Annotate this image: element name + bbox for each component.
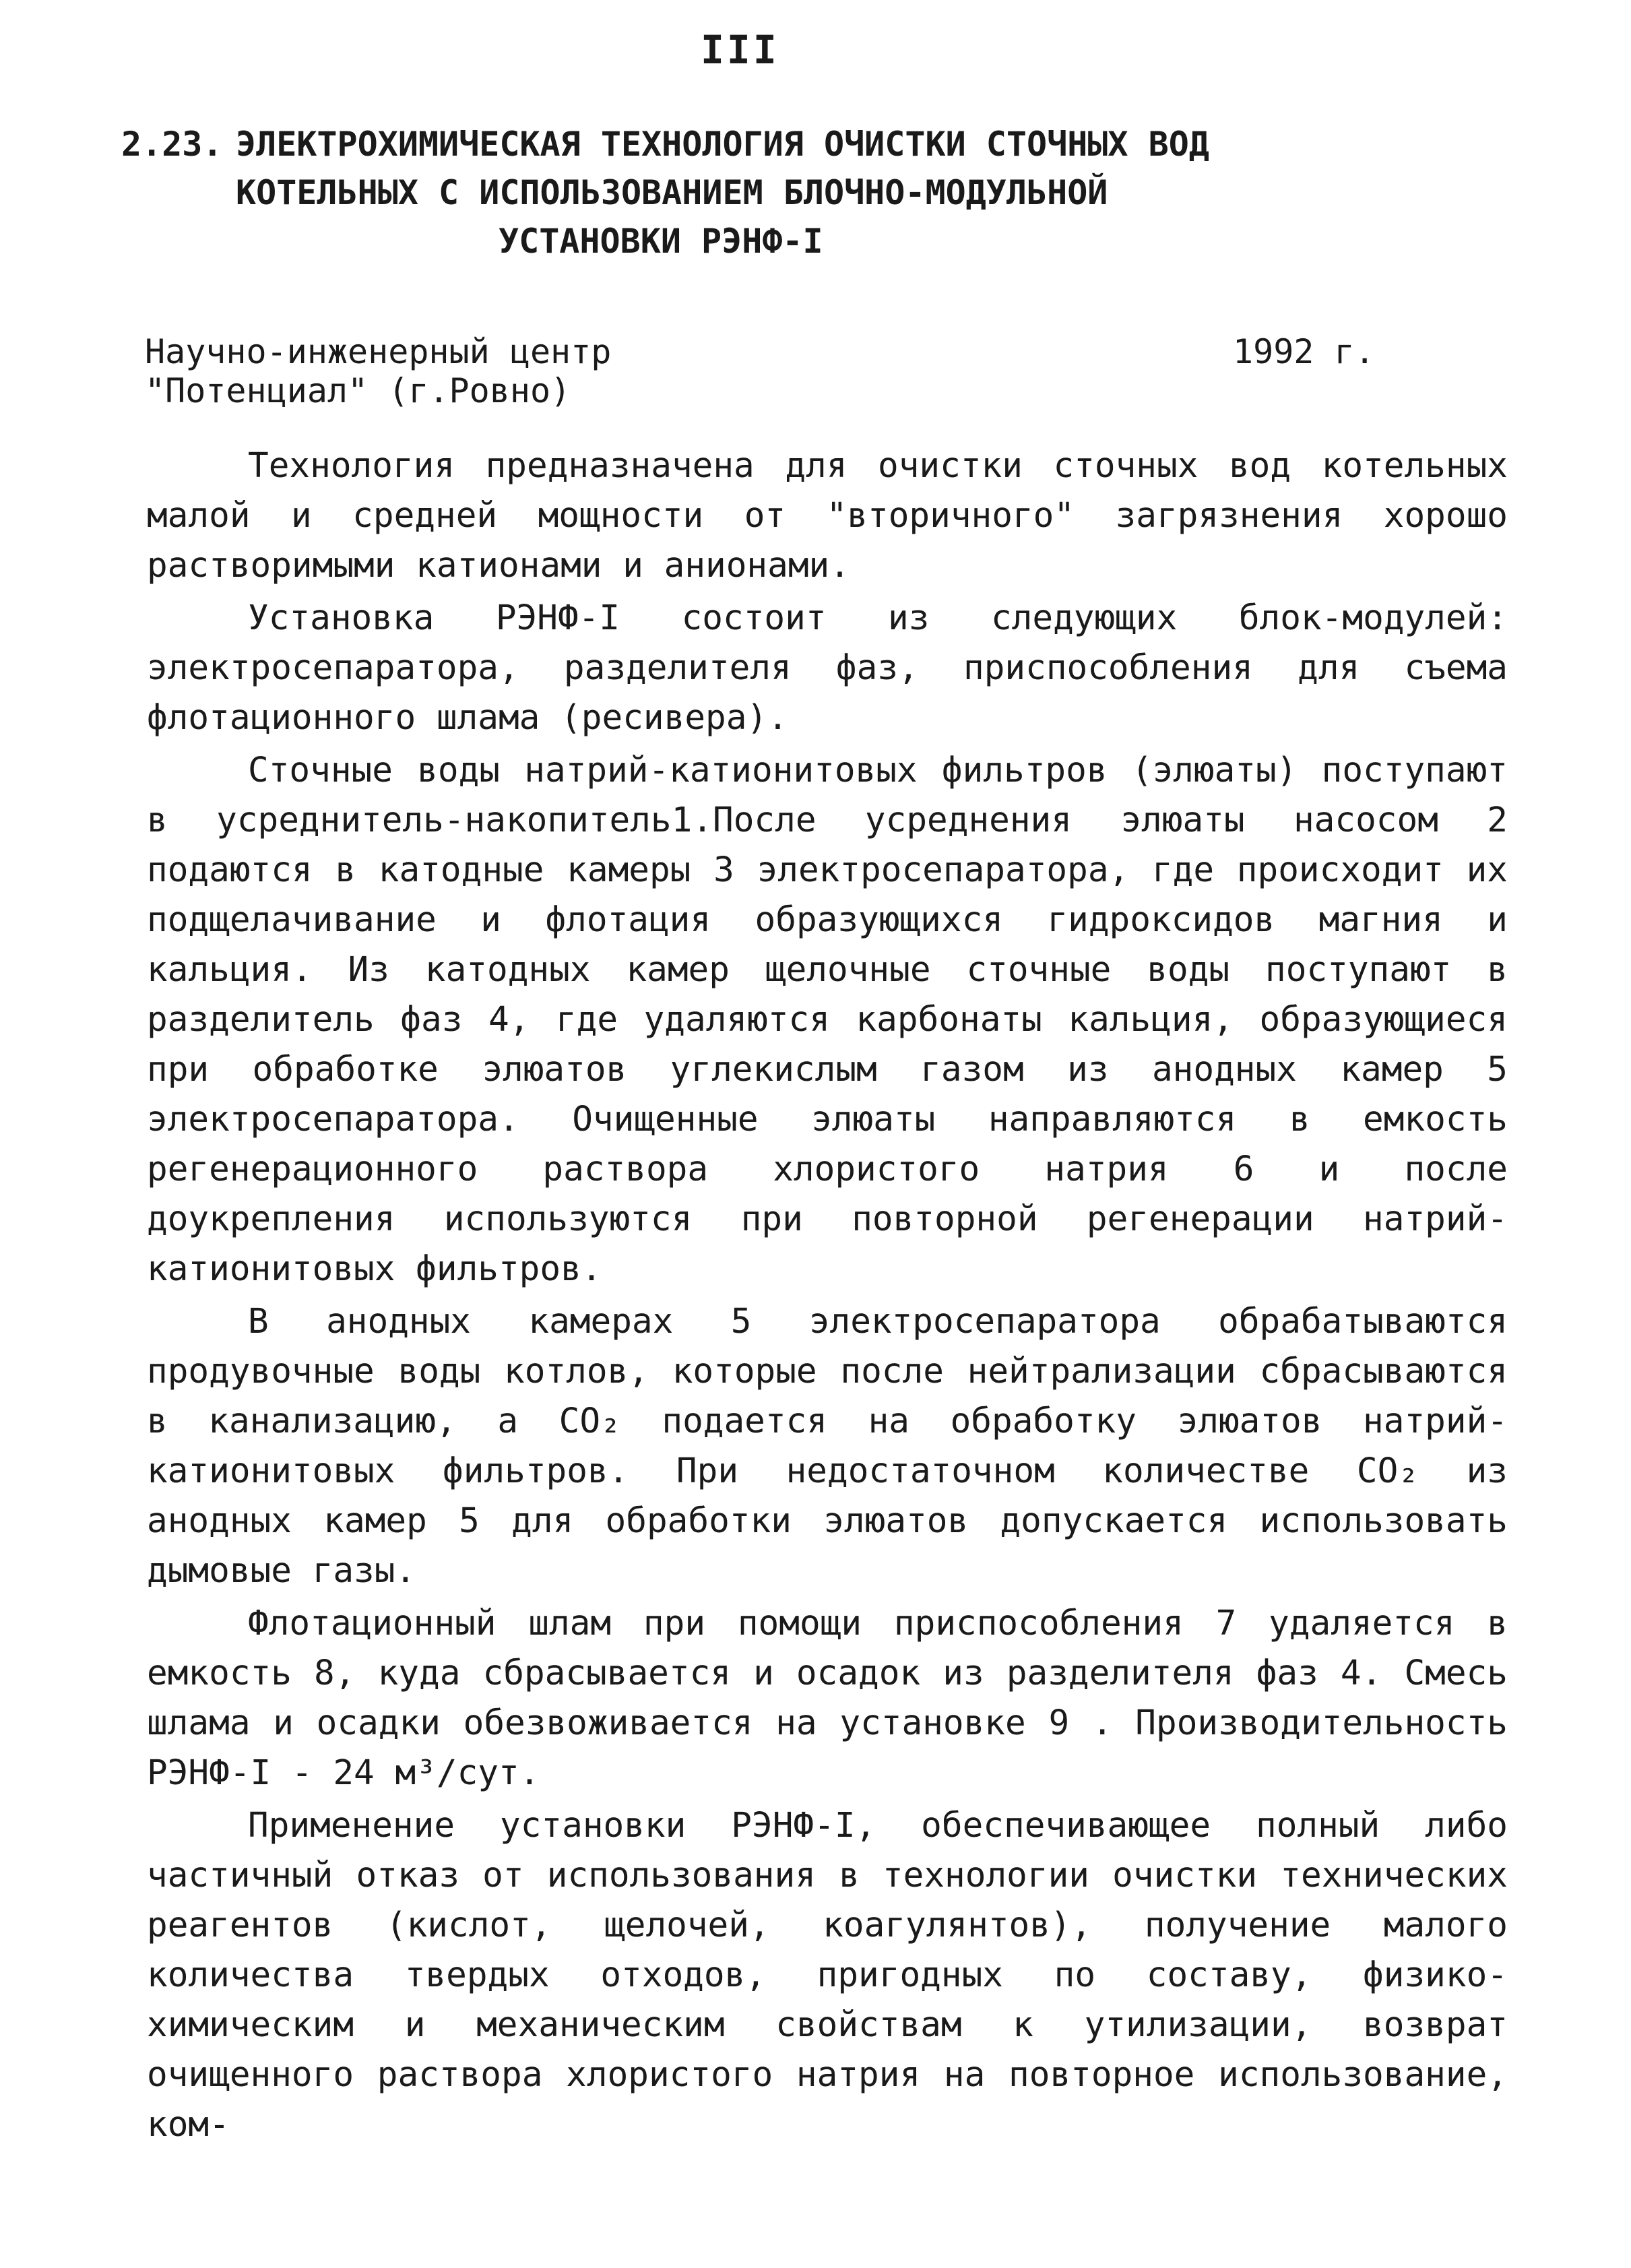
paragraph-purpose: Технология предназначена для очистки сточных вод котельных малой и средней мощности от "вторичного" загрязнения хорошо растворимыми катионами и анионами.: [147, 446, 1508, 586]
heading-line-2: КОТЕЛЬНЫХ С ИСПОЛЬЗОВАНИЕМ БЛОЧНО-МОДУЛЬНОЙ: [236, 173, 1108, 212]
page-number: III: [701, 27, 779, 73]
organization: [145, 332, 611, 410]
year: 1992 г.: [1233, 332, 1375, 371]
paragraph-process: Сточные воды натрий-катионитовых фильтров (элюаты) поступают в усреднитель-накопитель1.После усреднения элюаты насосом 2 подаются в катодные камеры 3 электросепаратора, где происходит их подщелачивание и флотация образующихся гидроксидов магния и кальция. Из катодных камер щелочные сточные воды поступают в разделитель фаз 4, где удаляются карбонаты кальция, образующиеся при обработке элюатов углекислым газом из анодных камер 5 электросепаратора. Очищенные элюаты направляются в емкость регенерационного раствора хлористого натрия 6 и после доукрепления используются при повторной регенерации натрий-катионитовых фильтров.: [147, 751, 1508, 1289]
paragraph-anode-chambers: В анодных камерах 5 электросепаратора обрабатываются продувочные воды котлов, которые после нейтрализации сбрасываются в канализацию, а CO₂ подается на обработку элюатов натрий-катионитовых фильтров. При недостаточном количестве CO₂ из анодных камер 5 для обработки элюатов допускается использовать дымовые газы.: [147, 1302, 1508, 1591]
section-heading: [121, 120, 1209, 265]
paragraph-application: Применение установки РЭНФ-I, обеспечивающее полный либо частичный отказ от использования в технологии очистки технических реагентов (кислот, щелочей, коагулянтов), получение малого количества твердых отходов, пригодных по составу, физико-химическим и механическим свойствам к утилизации, возврат очищенного раствора хлористого натрия на повторное использование, ком-: [147, 1806, 1508, 2145]
heading-line-3: УСТАНОВКИ РЭНФ-I: [499, 222, 823, 261]
organization-location: "Потенциал" (г.Ровно): [145, 371, 571, 410]
section-number: 2.23.: [121, 125, 223, 164]
body-text: [147, 441, 1508, 2153]
organization-name: Научно-инженерный центр: [145, 332, 612, 371]
heading-line-1: ЭЛЕКТРОХИМИЧЕСКАЯ ТЕХНОЛОГИЯ ОЧИСТКИ СТОЧНЫХ ВОД: [236, 125, 1209, 164]
paragraph-composition: Установка РЭНФ-I состоит из следующих блок-модулей: электросепаратора, разделителя фаз, приспособления для съема флотационного шлама (ресивера).: [147, 598, 1508, 738]
paragraph-sludge: Флотационный шлам при помощи приспособления 7 удаляется в емкость 8, куда сбрасывается и осадок из разделителя фаз 4. Смесь шлама и осадки обезвоживается на установке 9 . Производительность РЭНФ-I - 24 м³/сут.: [147, 1604, 1508, 1793]
